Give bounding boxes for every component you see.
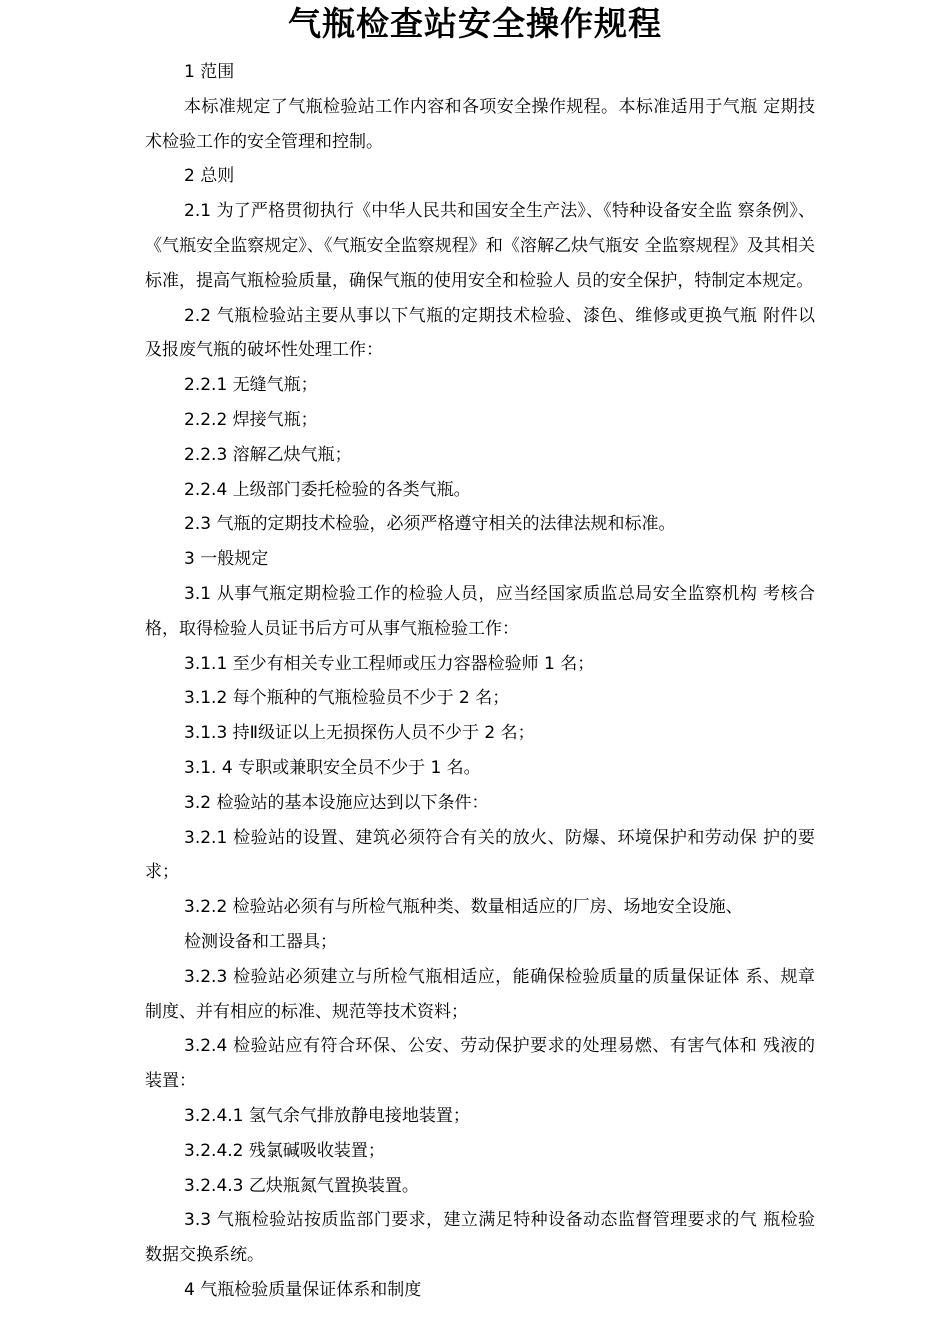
list-item-3-2-2-continued: 检测设备和工器具； (184, 931, 337, 952)
section-heading-quality-system: 4 气瓶检验质量保证体系和制度 (184, 1279, 422, 1300)
list-item-3-2-2: 3.2.2 检验站必须有与所检气瓶种类、数量相适应的厂房、场地安全设施、 (184, 897, 743, 918)
section-heading-general-rules: 3 一般规定 (184, 549, 269, 570)
paragraph-3-1: 3.1 从事气瓶定期检验工作的检验人员，应当经国家质监总局安全监察机构 考核合格，取得检验人员证书后方可从事气瓶检验工作： (145, 583, 815, 639)
list-item-3-1-4: 3.1. 4 专职或兼职安全员不少于 1 名。 (184, 757, 481, 778)
paragraph-2-2: 2.2 气瓶检验站主要从事以下气瓶的定期技术检验、漆色、维修或更换气瓶 附件以及报废气瓶的破坏性处理工作： (145, 305, 815, 361)
list-item-3-1-1: 3.1.1 至少有相关专业工程师或压力容器检验师 1 名； (184, 653, 595, 674)
list-item-2-2-4: 2.2.4 上级部门委托检验的各类气瓶。 (184, 479, 471, 500)
list-item-3-1-2: 3.1.2 每个瓶种的气瓶检验员不少于 2 名； (184, 688, 510, 709)
list-item-2-2-3: 2.2.3 溶解乙炔气瓶； (184, 444, 352, 465)
section-heading-scope: 1 范围 (184, 62, 235, 82)
list-item-3-1-3: 3.1.3 持Ⅱ级证以上无损探伤人员不少于 2 名； (184, 723, 535, 744)
paragraph-3-3: 3.3 气瓶检验站按质监部门要求，建立满足特种设备动态监督管理要求的气 瓶检验数据交换系统。 (145, 1210, 815, 1266)
list-item-2-2-1: 2.2.1 无缝气瓶； (184, 375, 318, 396)
list-item-3-2-4-1: 3.2.4.1 氢气余气排放静电接地装置； (184, 1105, 470, 1126)
page-title: 气瓶检查站安全操作规程 (288, 4, 662, 43)
document-body (145, 55, 815, 1308)
list-item-3-2-1: 3.2.1 检验站的设置、建筑必须符合有关的放火、防爆、环境保护和劳动保 护的要求； (145, 827, 815, 883)
paragraph-3-2: 3.2 检验站的基本设施应达到以下条件： (184, 792, 489, 813)
list-item-3-2-3: 3.2.3 检验站必须建立与所检气瓶相适应，能确保检验质量的质量保证体 系、规章制度、并有相应的标准、规范等技术资料； (145, 966, 815, 1022)
paragraph-scope: 本标准规定了气瓶检验站工作内容和各项安全操作规程。本标准适用于气瓶 定期技术检验工作的安全管理和控制。 (145, 96, 815, 152)
section-heading-general: 2 总则 (184, 166, 235, 187)
list-item-2-2-2: 2.2.2 焊接气瓶； (184, 409, 318, 430)
list-item-3-2-4-3: 3.2.4.3 乙炔瓶氮气置换装置。 (184, 1175, 419, 1196)
list-item-3-2-4-2: 3.2.4.2 残氯碱吸收装置； (184, 1140, 385, 1161)
paragraph-2-1: 2.1 为了严格贯彻执行《中华人民共和国安全生产法》、《特种设备安全监 察条例》、《气瓶安全监察规定》、《气瓶安全监察规程》和《溶解乙炔气瓶安 全监察规程》及其相关标准，提高气瓶检验质量，确保气瓶的使用安全和检验人 员的安全保护，特制定本规定。 (145, 201, 815, 291)
list-item-3-2-4: 3.2.4 检验站应有符合环保、公安、劳动保护要求的处理易燃、有害气体和 残液的装置： (145, 1036, 815, 1092)
paragraph-2-3: 2.3 气瓶的定期技术检验，必须严格遵守相关的法律法规和标准。 (184, 514, 676, 535)
